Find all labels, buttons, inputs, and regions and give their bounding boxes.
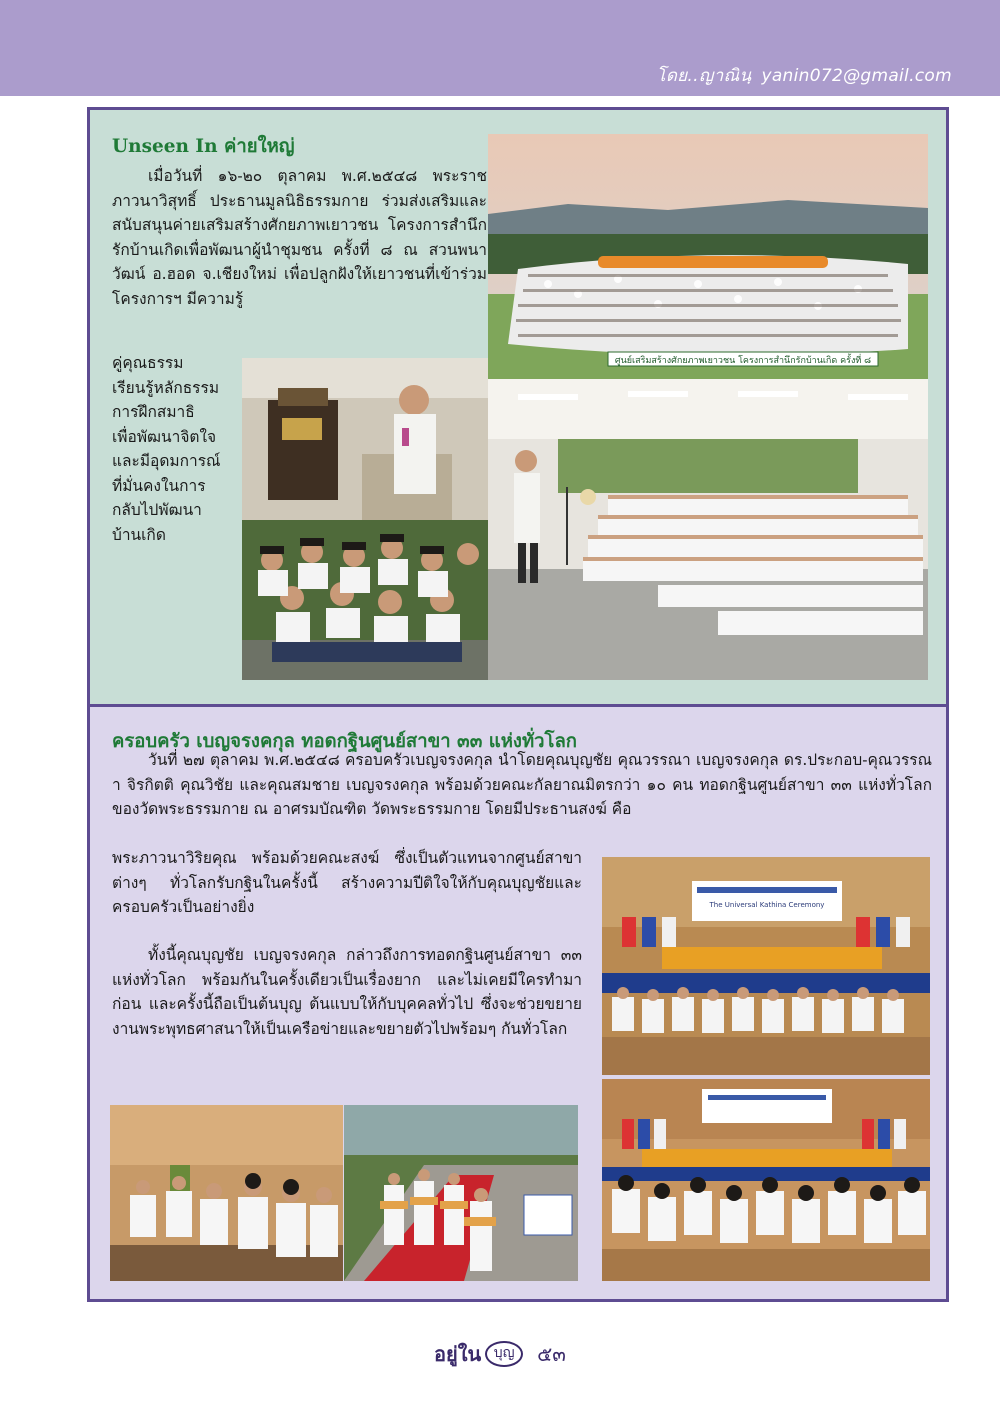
photo-ceremony-bottom (602, 1079, 930, 1281)
side-line: คู่คุณธรรม (112, 354, 184, 372)
side-line: และมีอุดมการณ์ (112, 452, 221, 470)
side-line: เพื่อพัฒนาจิตใจ (112, 427, 217, 446)
magazine-logo-circle: บุญ (485, 1341, 523, 1367)
photo-seated-women (110, 1105, 343, 1281)
side-line: บ้านเกิด (112, 525, 166, 544)
section2-paragraph-1-cont: พระภาวนาวิริยคุณ พร้อมด้วยคณะสงฆ์ ซึ่งเป็นตัวแทนจากศูนย์สาขาต่างๆ ทั่วโลกรับกฐินในครั้งนี้ สร้างความปีติใจให้กับคุณบุญชัยและครอบครัวเป็นอย่างยิ่ง (112, 849, 582, 916)
section1-title: Unseen In ค่ายใหญ่ (112, 136, 295, 157)
byline (656, 62, 952, 89)
header-band (0, 0, 1000, 96)
photo-hall-lecture (488, 379, 928, 680)
author-email: yanin072@gmail.com (761, 66, 952, 86)
section-kathina (90, 707, 946, 1299)
section1-side-text (112, 351, 240, 547)
ceremony-banner-text: The Universal Kathina Ceremony (709, 901, 825, 909)
page-number: ๕๓ (537, 1342, 566, 1366)
article-frame (87, 107, 949, 1302)
photo-ceremony-top (602, 857, 930, 1075)
section1-paragraph: เมื่อวันที่ ๑๖-๒๐ ตุลาคม พ.ศ.๒๕๔๘ พระราชภาวนาวิสุทธิ์ ประธานมูลนิธิธรรมกาย ร่วมส่งเสริมและสนับสนุนค่ายเสริมสร้างศักยภาพเยาวชน โครงการสำนึกรักบ้านเกิดเพื่อพัฒนาผู้นำชุมชน ครั้งที่ ๘ ณ สวนพนาวัฒน์ อ.ฮอด จ.เชียงใหม่ เพื่อปลูกฝังให้เยาวชนที่เข้าร่วมโครงการฯ มีความรู้ (112, 167, 487, 308)
side-line: การฝึกสมาธิ (112, 403, 195, 421)
section2-paragraph-2: ทั้งนี้คุณบุญชัย เบญจรงคกุล กล่าวถึงการทอดกฐินศูนย์สาขา ๓๓ แห่งทั่วโลก พร้อมกันในครั้งเดียวเป็นเรื่องยาก และไม่เคยมีใครทำมาก่อน และครั้งนี้ถือเป็นต้นบุญ ต้นแบบให้กับบุคคลทั่วไป ซึ่งจะช่วยขยายงานพระพุทธศาสนาให้เป็นเครือข่ายและขยายตัวไปพร้อมๆ กันทั่วโลก (112, 946, 582, 1038)
page-footer (0, 1338, 1000, 1370)
side-line: ที่มั่นคงในการ (112, 476, 206, 495)
photo-speaker (242, 358, 488, 520)
section-unseen (90, 110, 946, 704)
side-line: เรียนรู้หลักธรรม (112, 378, 220, 397)
magazine-logo-text: อยู่ใน (434, 1342, 482, 1366)
photo-students (242, 520, 488, 680)
section2-paragraph-1: วันที่ ๒๗ ตุลาคม พ.ศ.๒๕๔๘ ครอบครัวเบญจรงคกุล นำโดยคุณบุญชัย คุณวรรณา เบญจรงคกุล ดร.ประกอบ-คุณวรรณา จิรกิตติ คุณวิชัย และคุณสมชาย เบญจรงคกุล พร้อมด้วยคณะกัลยาณมิตรกว่า ๑๐ คน ทอดกฐินศูนย์สาขา ๓๓ แห่งทั่วโลก ของวัดพระธรรมกาย ณ อาศรมบัณฑิต วัดพระธรรมกาย โดยมีประธานสงฆ์ คือ (112, 751, 932, 818)
photo-camp-group (488, 134, 928, 379)
camp-banner-text: ศูนย์เสริมสร้างศักยภาพเยาวชน โครงการสำนึกรักบ้านเกิด ครั้งที่ ๘ (614, 356, 872, 366)
photo-procession (344, 1105, 578, 1281)
section2-title: ครอบครัว เบญจรงคกุล ทอดกฐินศูนย์สาขา ๓๓ แห่งทั่วโลก (112, 731, 578, 752)
side-line: กลับไปพัฒนา (112, 501, 202, 519)
author-name: โดย..ญาณินฺ (656, 66, 752, 86)
